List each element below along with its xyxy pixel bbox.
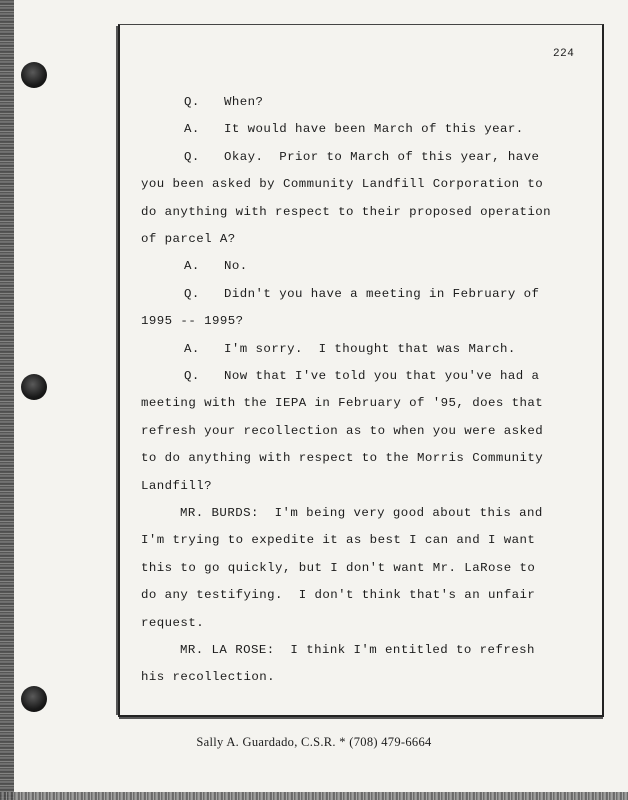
transcript-line: I'm trying to expedite it as best I can and I want xyxy=(141,533,536,547)
transcript-line: When? xyxy=(224,95,264,109)
qa-marker: A. xyxy=(184,259,200,273)
transcript-line: of parcel A? xyxy=(141,232,236,246)
qa-marker: Q. xyxy=(184,95,200,109)
qa-marker: Q. xyxy=(184,150,200,164)
speaker-text: I'm being very good about this and xyxy=(274,506,543,520)
qa-marker: A. xyxy=(184,342,200,356)
transcript-line: 1995 -- 1995? xyxy=(141,314,244,328)
transcript-line: this to go quickly, but I don't want Mr. LaRose to xyxy=(141,561,536,575)
scanned-bottom-edge xyxy=(0,792,628,800)
reporter-footer: Sally A. Guardado, C.S.R. * (708) 479-6664 xyxy=(196,735,432,749)
transcript-line: No. xyxy=(224,259,248,273)
speaker-label: MR. LA ROSE: xyxy=(180,643,275,657)
transcript-line: Okay. Prior to March of this year, have xyxy=(224,150,540,164)
speaker-line xyxy=(180,643,535,657)
transcript-line: you been asked by Community Landfill Corporation to xyxy=(141,177,544,191)
speaker-line xyxy=(180,506,543,520)
transcript-line: Didn't you have a meeting in February of xyxy=(224,287,540,301)
transcript-line: Now that I've told you that you've had a xyxy=(224,369,540,383)
qa-marker: Q. xyxy=(184,369,200,383)
speaker-label: MR. BURDS: xyxy=(180,506,259,520)
qa-marker: Q. xyxy=(184,287,200,301)
page-number: 224 xyxy=(553,48,575,60)
transcript-line: It would have been March of this year. xyxy=(224,122,524,136)
transcript-line: do anything with respect to their proposed operation xyxy=(141,205,552,219)
transcript-line: refresh your recollection as to when you were asked xyxy=(141,424,544,438)
scanned-left-edge xyxy=(0,0,14,800)
qa-marker: A. xyxy=(184,122,200,136)
transcript-line: to do anything with respect to the Morris Community xyxy=(141,451,544,465)
transcript-line: I'm sorry. I thought that was March. xyxy=(224,342,516,356)
punch-hole-top xyxy=(21,62,47,88)
punch-hole-bottom xyxy=(21,686,47,712)
transcript-line: request. xyxy=(141,616,205,630)
transcript-line: Landfill? xyxy=(141,479,212,493)
speaker-text: I think I'm entitled to refresh xyxy=(290,643,535,657)
transcript-line: his recollection. xyxy=(141,670,276,684)
transcript-line: do any testifying. I don't think that's an unfair xyxy=(141,588,536,602)
punch-hole-middle xyxy=(21,374,47,400)
transcript-line: meeting with the IEPA in February of '95, does that xyxy=(141,396,544,410)
